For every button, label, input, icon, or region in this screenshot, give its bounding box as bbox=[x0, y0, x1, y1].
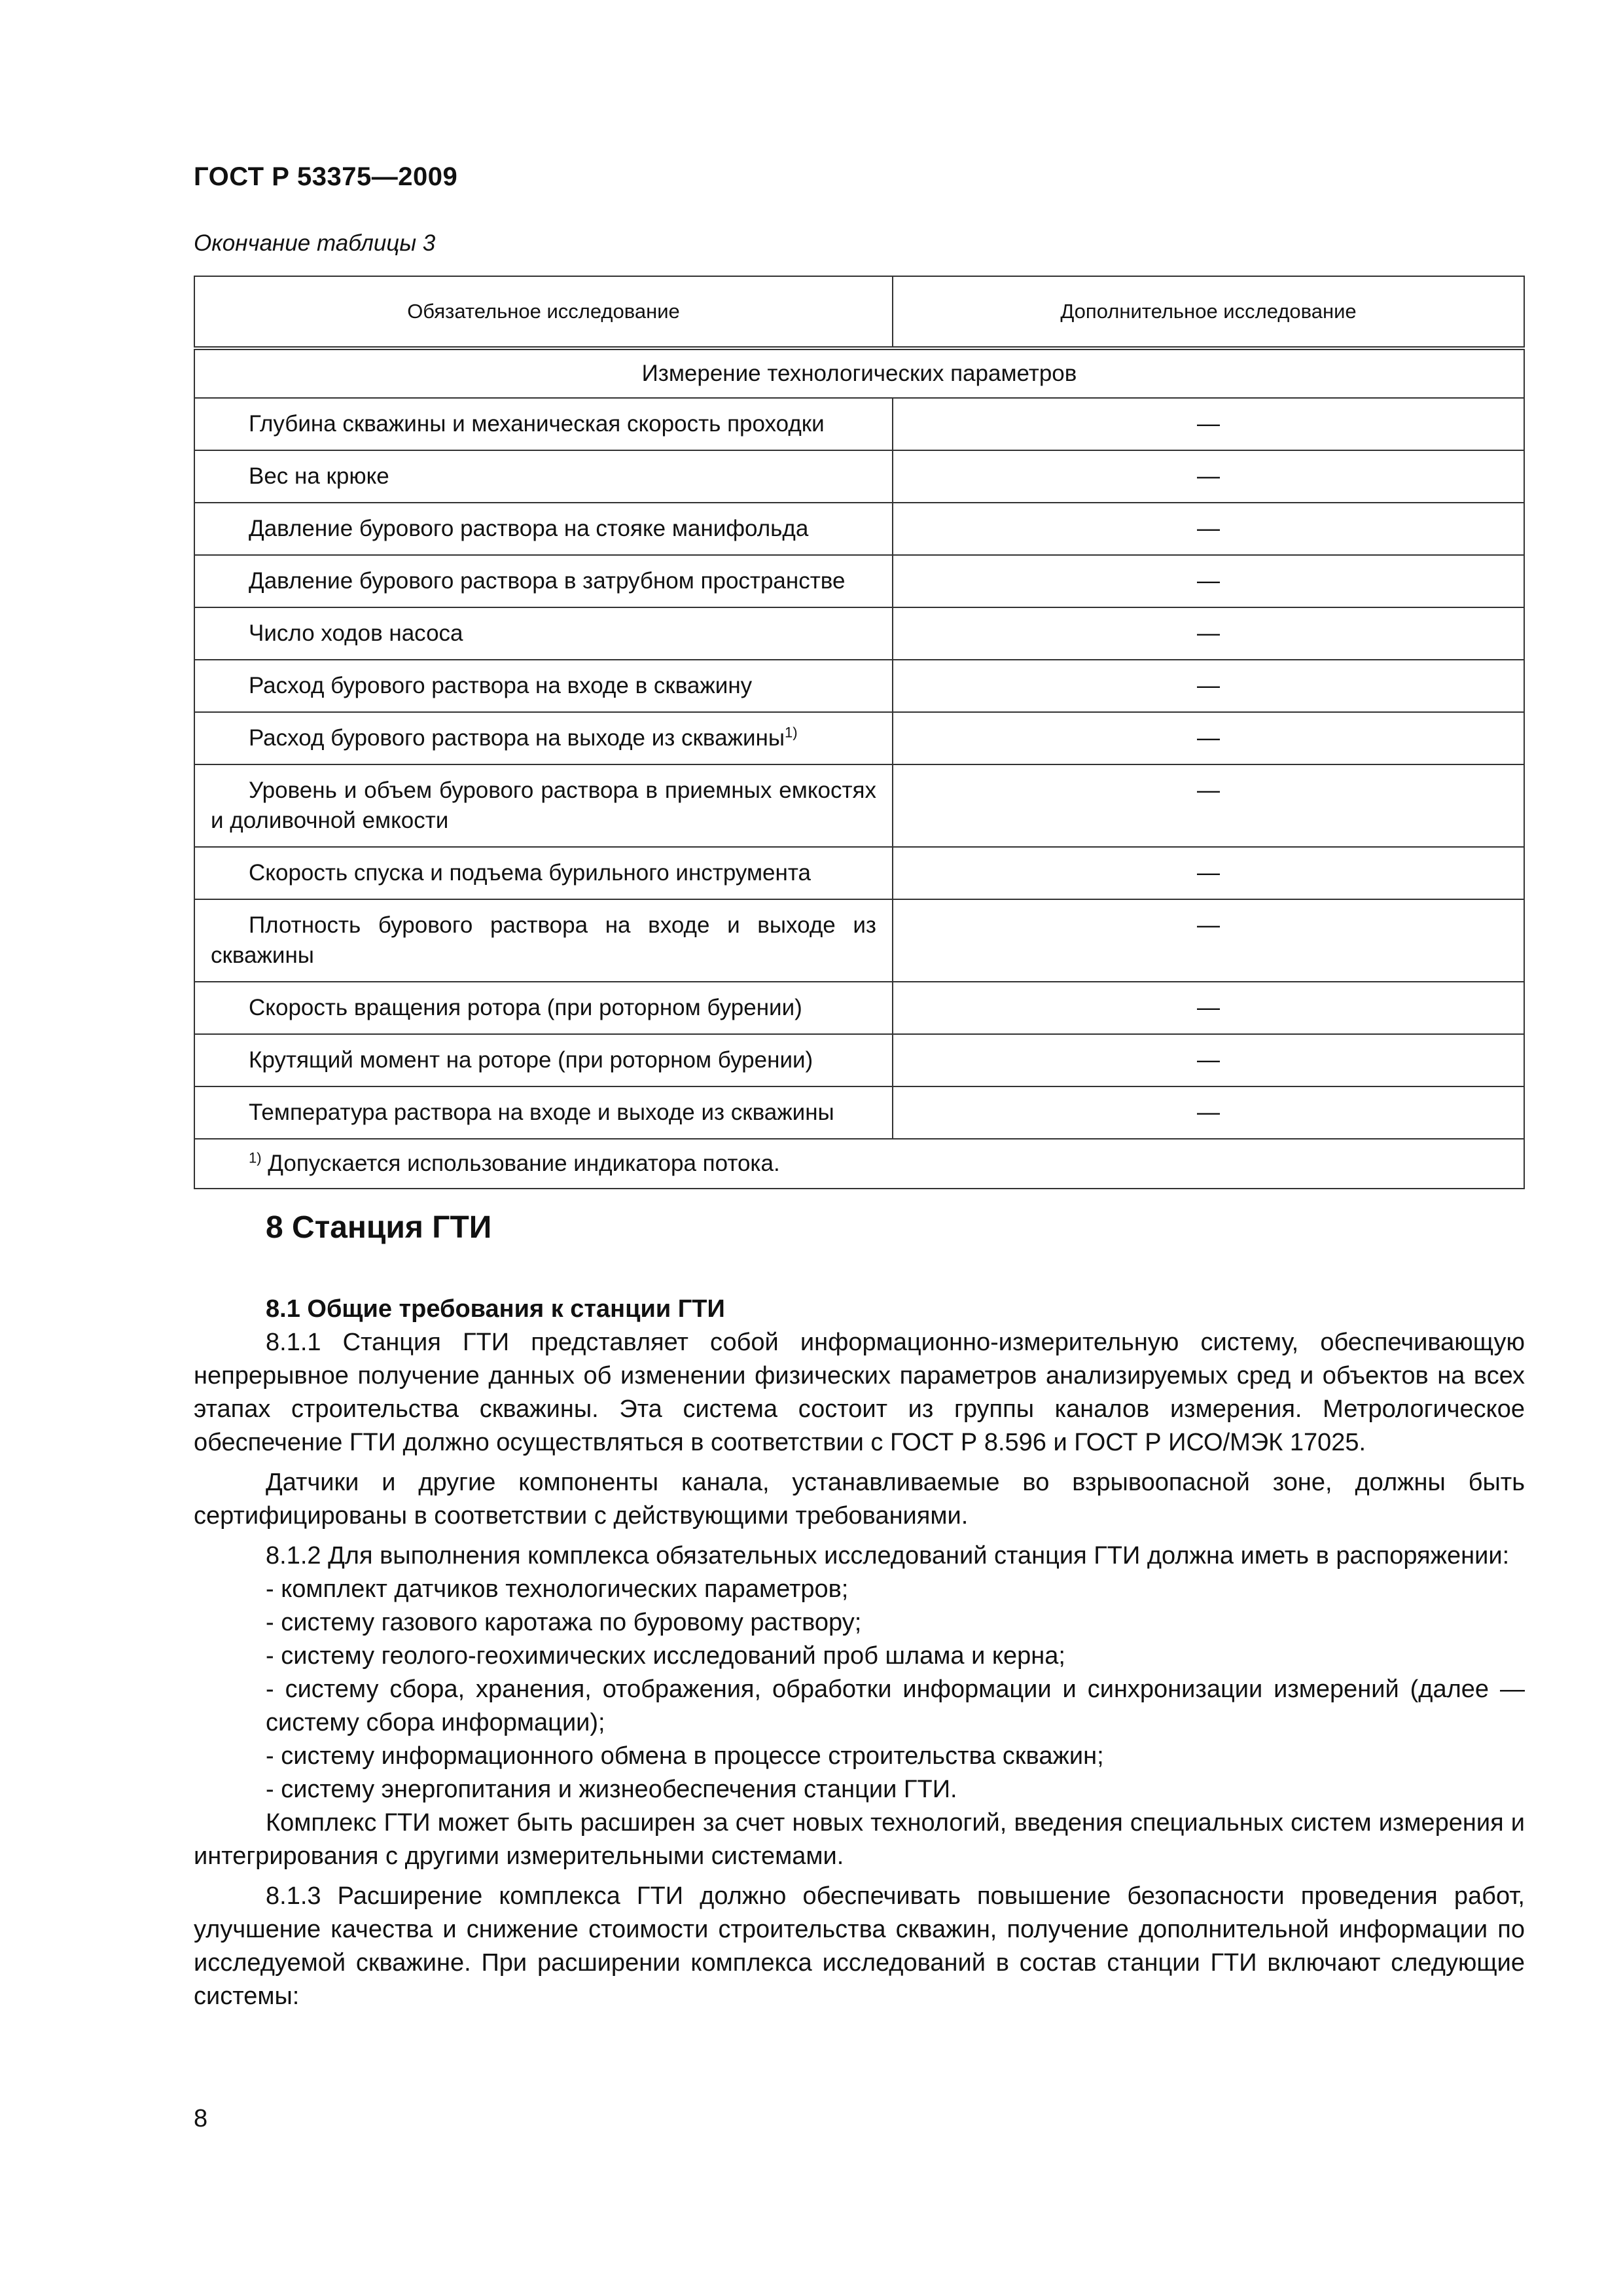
param-cell: Уровень и объем бурового раствора в приемных емкостях и доливочной емкости bbox=[194, 764, 893, 847]
extra-cell: — bbox=[893, 982, 1524, 1034]
table-row bbox=[194, 712, 1524, 764]
table-row bbox=[194, 847, 1524, 899]
parameters-table bbox=[194, 276, 1525, 1189]
list-item: - систему газового каротажа по буровому раствору; bbox=[266, 1609, 862, 1636]
paragraph-8-1-1: 8.1.1 Станция ГТИ представляет собой информационно-измерительную систему, обеспечивающую непрерывное получение данных об изменении физических параметров анализируемых сред и объектов на всех этапах строительства скважины. Эта система состоит из группы каналов измерения. Метрологическое обеспечение ГТИ должно осуществляться в соответствии с ГОСТ Р 8.596 и ГОСТ Р ИСО/МЭК 17025. bbox=[194, 1329, 1525, 1456]
footnote-text: Допускается использование индикатора потока. bbox=[268, 1151, 780, 1176]
footnote-ref: 1) bbox=[784, 724, 798, 741]
systems-list bbox=[194, 1573, 1525, 1806]
extra-cell: — bbox=[893, 660, 1524, 712]
list-item: - систему информационного обмена в процессе строительства скважин; bbox=[266, 1742, 1104, 1770]
extra-cell: — bbox=[893, 1086, 1524, 1139]
param-cell bbox=[194, 712, 893, 764]
param-cell: Глубина скважины и механическая скорость проходки bbox=[194, 398, 893, 450]
param-cell: Температура раствора на входе и выходе из скважины bbox=[194, 1086, 893, 1139]
extra-cell: — bbox=[893, 712, 1524, 764]
param-cell: Давление бурового раствора в затрубном пространстве bbox=[194, 555, 893, 607]
extra-cell: — bbox=[893, 764, 1524, 847]
extra-cell: — bbox=[893, 847, 1524, 899]
paragraph-8-1-3: 8.1.3 Расширение комплекса ГТИ должно обеспечивать повышение безопасности проведения работ, улучшение качества и снижение стоимости строительства скважин, получение дополнительной информации по исследуемой скважине. При расширении комплекса исследований в состав станции ГТИ включают следующие системы: bbox=[194, 1882, 1525, 2010]
table-footnote bbox=[194, 1139, 1524, 1189]
table-section-title: Измерение технологических параметров bbox=[194, 348, 1524, 398]
paragraph-extension: Комплекс ГТИ может быть расширен за счет новых технологий, введения специальных систем измерения и интегрирования с другими измерительными системами. bbox=[194, 1809, 1525, 1870]
extra-cell: — bbox=[893, 398, 1524, 450]
table-row bbox=[194, 982, 1524, 1034]
table-row bbox=[194, 555, 1524, 607]
param-cell: Давление бурового раствора на стояке манифольда bbox=[194, 503, 893, 555]
param-cell: Вес на крюке bbox=[194, 450, 893, 503]
param-cell: Число ходов насоса bbox=[194, 607, 893, 660]
table-caption: Окончание таблицы 3 bbox=[194, 230, 436, 256]
list-item: - комплект датчиков технологических параметров; bbox=[266, 1575, 849, 1603]
extra-cell: — bbox=[893, 503, 1524, 555]
table-row bbox=[194, 1034, 1524, 1086]
list-item: - систему геолого-геохимических исследований проб шлама и керна; bbox=[266, 1642, 1065, 1670]
param-cell: Скорость вращения ротора (при роторном бурении) bbox=[194, 982, 893, 1034]
table-row bbox=[194, 660, 1524, 712]
param-cell: Плотность бурового раствора на входе и выходе из скважины bbox=[194, 899, 893, 982]
table-row bbox=[194, 764, 1524, 847]
table-row bbox=[194, 503, 1524, 555]
document-code: ГОСТ Р 53375—2009 bbox=[194, 162, 458, 191]
table-row bbox=[194, 607, 1524, 660]
extra-cell: — bbox=[893, 1034, 1524, 1086]
param-cell: Крутящий момент на роторе (при роторном бурении) bbox=[194, 1034, 893, 1086]
table-row bbox=[194, 899, 1524, 982]
param-cell: Расход бурового раствора на входе в скважину bbox=[194, 660, 893, 712]
extra-cell: — bbox=[893, 450, 1524, 503]
page-number: 8 bbox=[194, 2105, 208, 2132]
param-text: Расход бурового раствора на выходе из скважины bbox=[249, 725, 785, 751]
footnote-mark: 1) bbox=[249, 1149, 262, 1166]
list-item: - систему энергопитания и жизнеобеспечения станции ГТИ. bbox=[266, 1776, 957, 1803]
table-row bbox=[194, 1086, 1524, 1139]
extra-cell: — bbox=[893, 607, 1524, 660]
col-header-additional: Дополнительное исследование bbox=[893, 276, 1524, 348]
paragraph-sensors: Датчики и другие компоненты канала, устанавливаемые во взрывоопасной зоне, должны быть сертифицированы в соответствии с действующими требованиями. bbox=[194, 1469, 1525, 1530]
col-header-mandatory: Обязательное исследование bbox=[194, 276, 893, 348]
section-content bbox=[194, 1211, 1525, 2013]
section-title: 8 Станция ГТИ bbox=[266, 1210, 492, 1245]
table-header-row bbox=[194, 276, 1524, 348]
table-footnote-row bbox=[194, 1139, 1524, 1189]
subsection-title: 8.1 Общие требования к станции ГТИ bbox=[266, 1295, 725, 1323]
table-section-row bbox=[194, 348, 1524, 398]
extra-cell: — bbox=[893, 555, 1524, 607]
paragraph-8-1-2: 8.1.2 Для выполнения комплекса обязательных исследований станция ГТИ должна иметь в распоряжении: bbox=[266, 1542, 1510, 1570]
param-cell: Скорость спуска и подъема бурильного инструмента bbox=[194, 847, 893, 899]
extra-cell: — bbox=[893, 899, 1524, 982]
list-item: - систему сбора, хранения, отображения, обработки информации и синхронизации измерений (далее — систему сбора информации); bbox=[266, 1676, 1525, 1736]
table-row bbox=[194, 450, 1524, 503]
table-row bbox=[194, 398, 1524, 450]
